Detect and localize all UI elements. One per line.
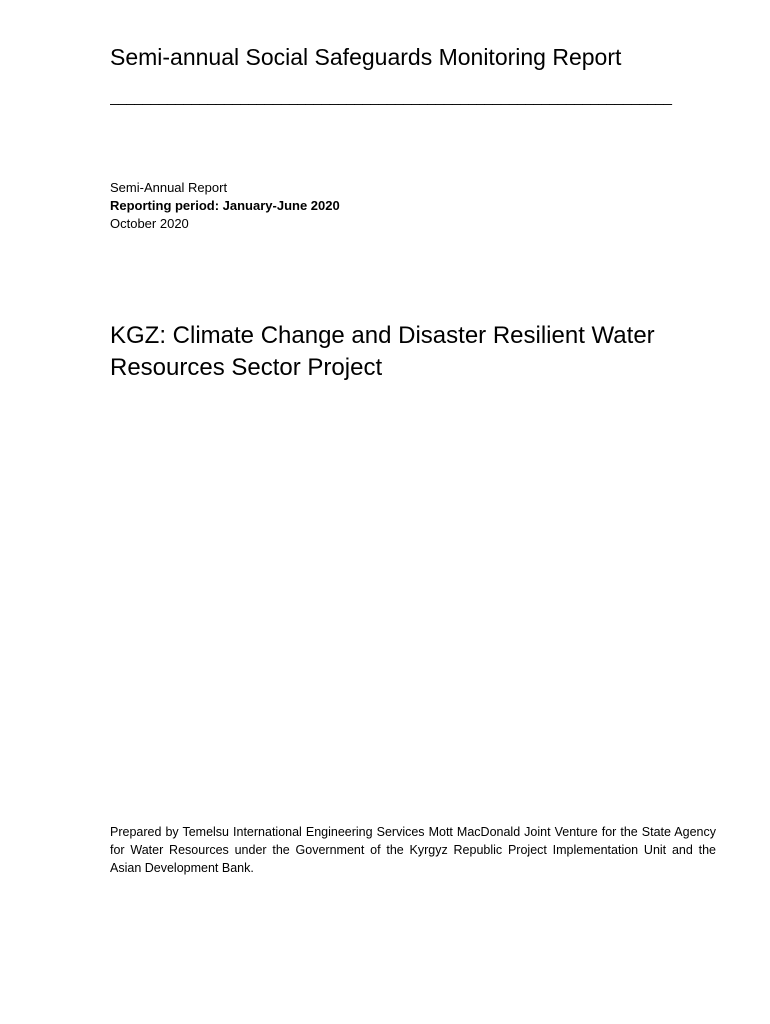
report-meta [110, 179, 340, 233]
report-date: October 2020 [110, 216, 189, 231]
report-type: Semi-Annual Report [110, 180, 228, 195]
project-title: KGZ: Climate Change and Disaster Resilient Water Resources Sector Project [110, 322, 655, 381]
reporting-period: Reporting period: January-June 2020 [110, 198, 340, 213]
title-underline-rule: _____________________________________________________________________ [110, 89, 672, 106]
prepared-by-statement: Prepared by Temelsu International Engineering Services Mott MacDonald Joint Venture for the State Agency for Water Resources under the Government of the Kyrgyz Republic Project Implementation Unit and the Asian Development Bank. [110, 825, 716, 875]
report-title: Semi-annual Social Safeguards Monitoring Report [110, 44, 622, 70]
